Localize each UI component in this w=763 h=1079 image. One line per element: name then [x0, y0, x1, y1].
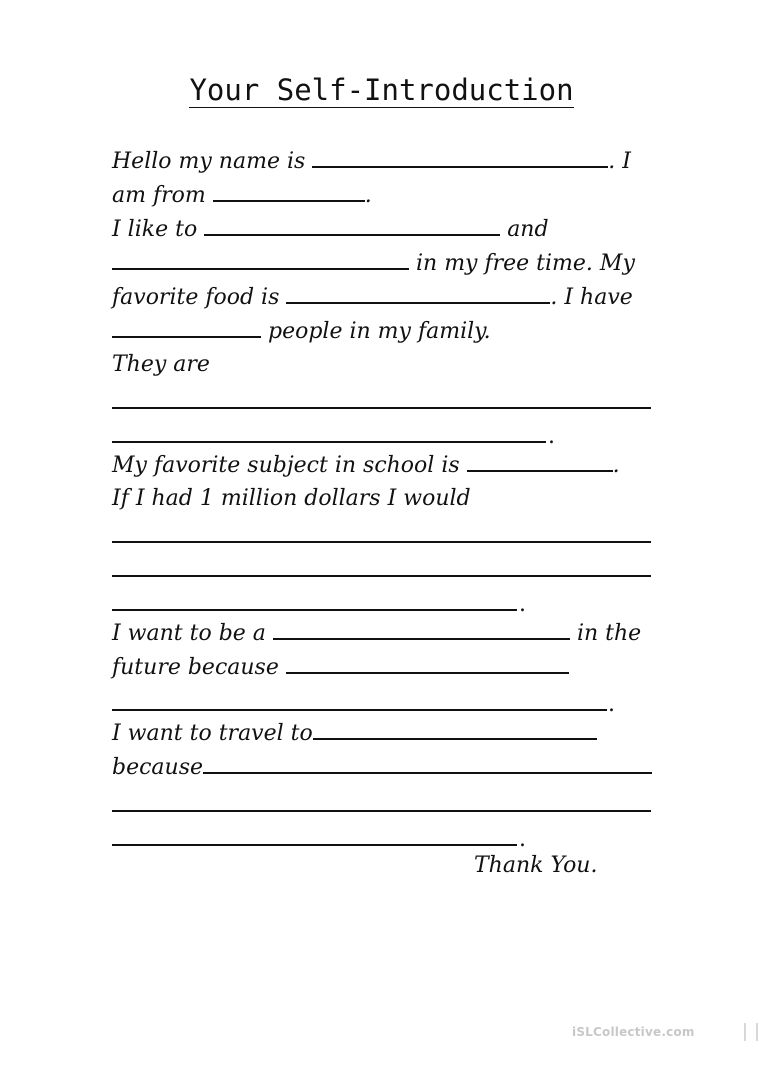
- sentence-million: [112, 484, 471, 514]
- sentence-food-prefix: favorite food is: [112, 285, 280, 310]
- sentence-like-prefix: I like to: [112, 217, 198, 242]
- name-blank[interactable]: [312, 146, 608, 168]
- sentence-family: [112, 316, 491, 346]
- career-reason-blank-2[interactable]: [112, 709, 607, 711]
- sentence-like-suffix: and: [507, 217, 549, 242]
- page-title-text: Your Self-Introduction: [189, 73, 574, 107]
- travel-reason-blank-3[interactable]: [112, 844, 517, 846]
- subject-blank[interactable]: [467, 450, 613, 472]
- sentence-food-suffix: . I have: [550, 285, 633, 310]
- sentence-free-time-suffix: in my free time. My: [416, 251, 635, 276]
- career-reason-blank-1[interactable]: [286, 652, 569, 674]
- family-members-period: .: [548, 424, 555, 449]
- sentence-subject-suffix: .: [612, 453, 620, 478]
- career-blank[interactable]: [273, 618, 570, 640]
- sentence-family-suffix: people in my family.: [268, 319, 491, 344]
- travel-period: .: [519, 827, 526, 852]
- career-period: .: [608, 692, 615, 717]
- sentence-travel: [112, 718, 597, 748]
- sentence-want-to-be-prefix: I want to be a: [112, 621, 266, 646]
- sentence-name-prefix: Hello my name is: [112, 149, 306, 174]
- food-blank[interactable]: [286, 282, 550, 304]
- sentence-subject-prefix: My favorite subject in school is: [112, 453, 460, 478]
- sentence-future-because-prefix: future because: [112, 655, 279, 680]
- page-title: [0, 72, 763, 108]
- hobby-blank-2[interactable]: [112, 248, 409, 270]
- sentence-million-text: If I had 1 million dollars I would: [112, 486, 471, 511]
- sentence-travel-prefix: I want to travel to: [112, 721, 313, 746]
- million-blank-1[interactable]: [112, 541, 651, 543]
- million-blank-2[interactable]: [112, 575, 651, 577]
- sentence-they-are-text: They are: [112, 352, 210, 377]
- hometown-blank[interactable]: [213, 180, 365, 202]
- sentence-name-suffix: . I: [608, 149, 631, 174]
- sentence-like: [112, 214, 549, 244]
- million-blank-3[interactable]: [112, 609, 517, 611]
- hobby-blank-1[interactable]: [204, 214, 500, 236]
- sentence-from: [112, 180, 372, 210]
- sentence-from-prefix: am from: [112, 183, 206, 208]
- sentence-free-time: [112, 248, 635, 278]
- sentence-food: [112, 282, 633, 312]
- sentence-from-suffix: .: [364, 183, 372, 208]
- million-period: .: [519, 592, 526, 617]
- watermark: iSLCollective.com: [572, 1025, 695, 1039]
- sentence-subject: [112, 450, 620, 480]
- sentence-travel-because-prefix: because: [112, 755, 204, 780]
- travel-reason-blank-2[interactable]: [112, 810, 651, 812]
- watermark-mark-icon: [744, 1023, 758, 1041]
- sentence-future-because: [112, 652, 569, 682]
- travel-reason-blank-1[interactable]: [203, 752, 652, 774]
- sentence-want-to-be-suffix: in the: [576, 621, 642, 646]
- travel-destination-blank[interactable]: [313, 718, 597, 740]
- family-members-blank-2[interactable]: [112, 441, 546, 443]
- sentence-want-to-be: [112, 618, 641, 648]
- sentence-name: [112, 146, 631, 176]
- sentence-they-are: [112, 350, 210, 380]
- closing-text: Thank You.: [474, 853, 598, 878]
- sentence-travel-because: [112, 752, 652, 782]
- family-count-blank[interactable]: [112, 316, 261, 338]
- family-members-blank-1[interactable]: [112, 407, 651, 409]
